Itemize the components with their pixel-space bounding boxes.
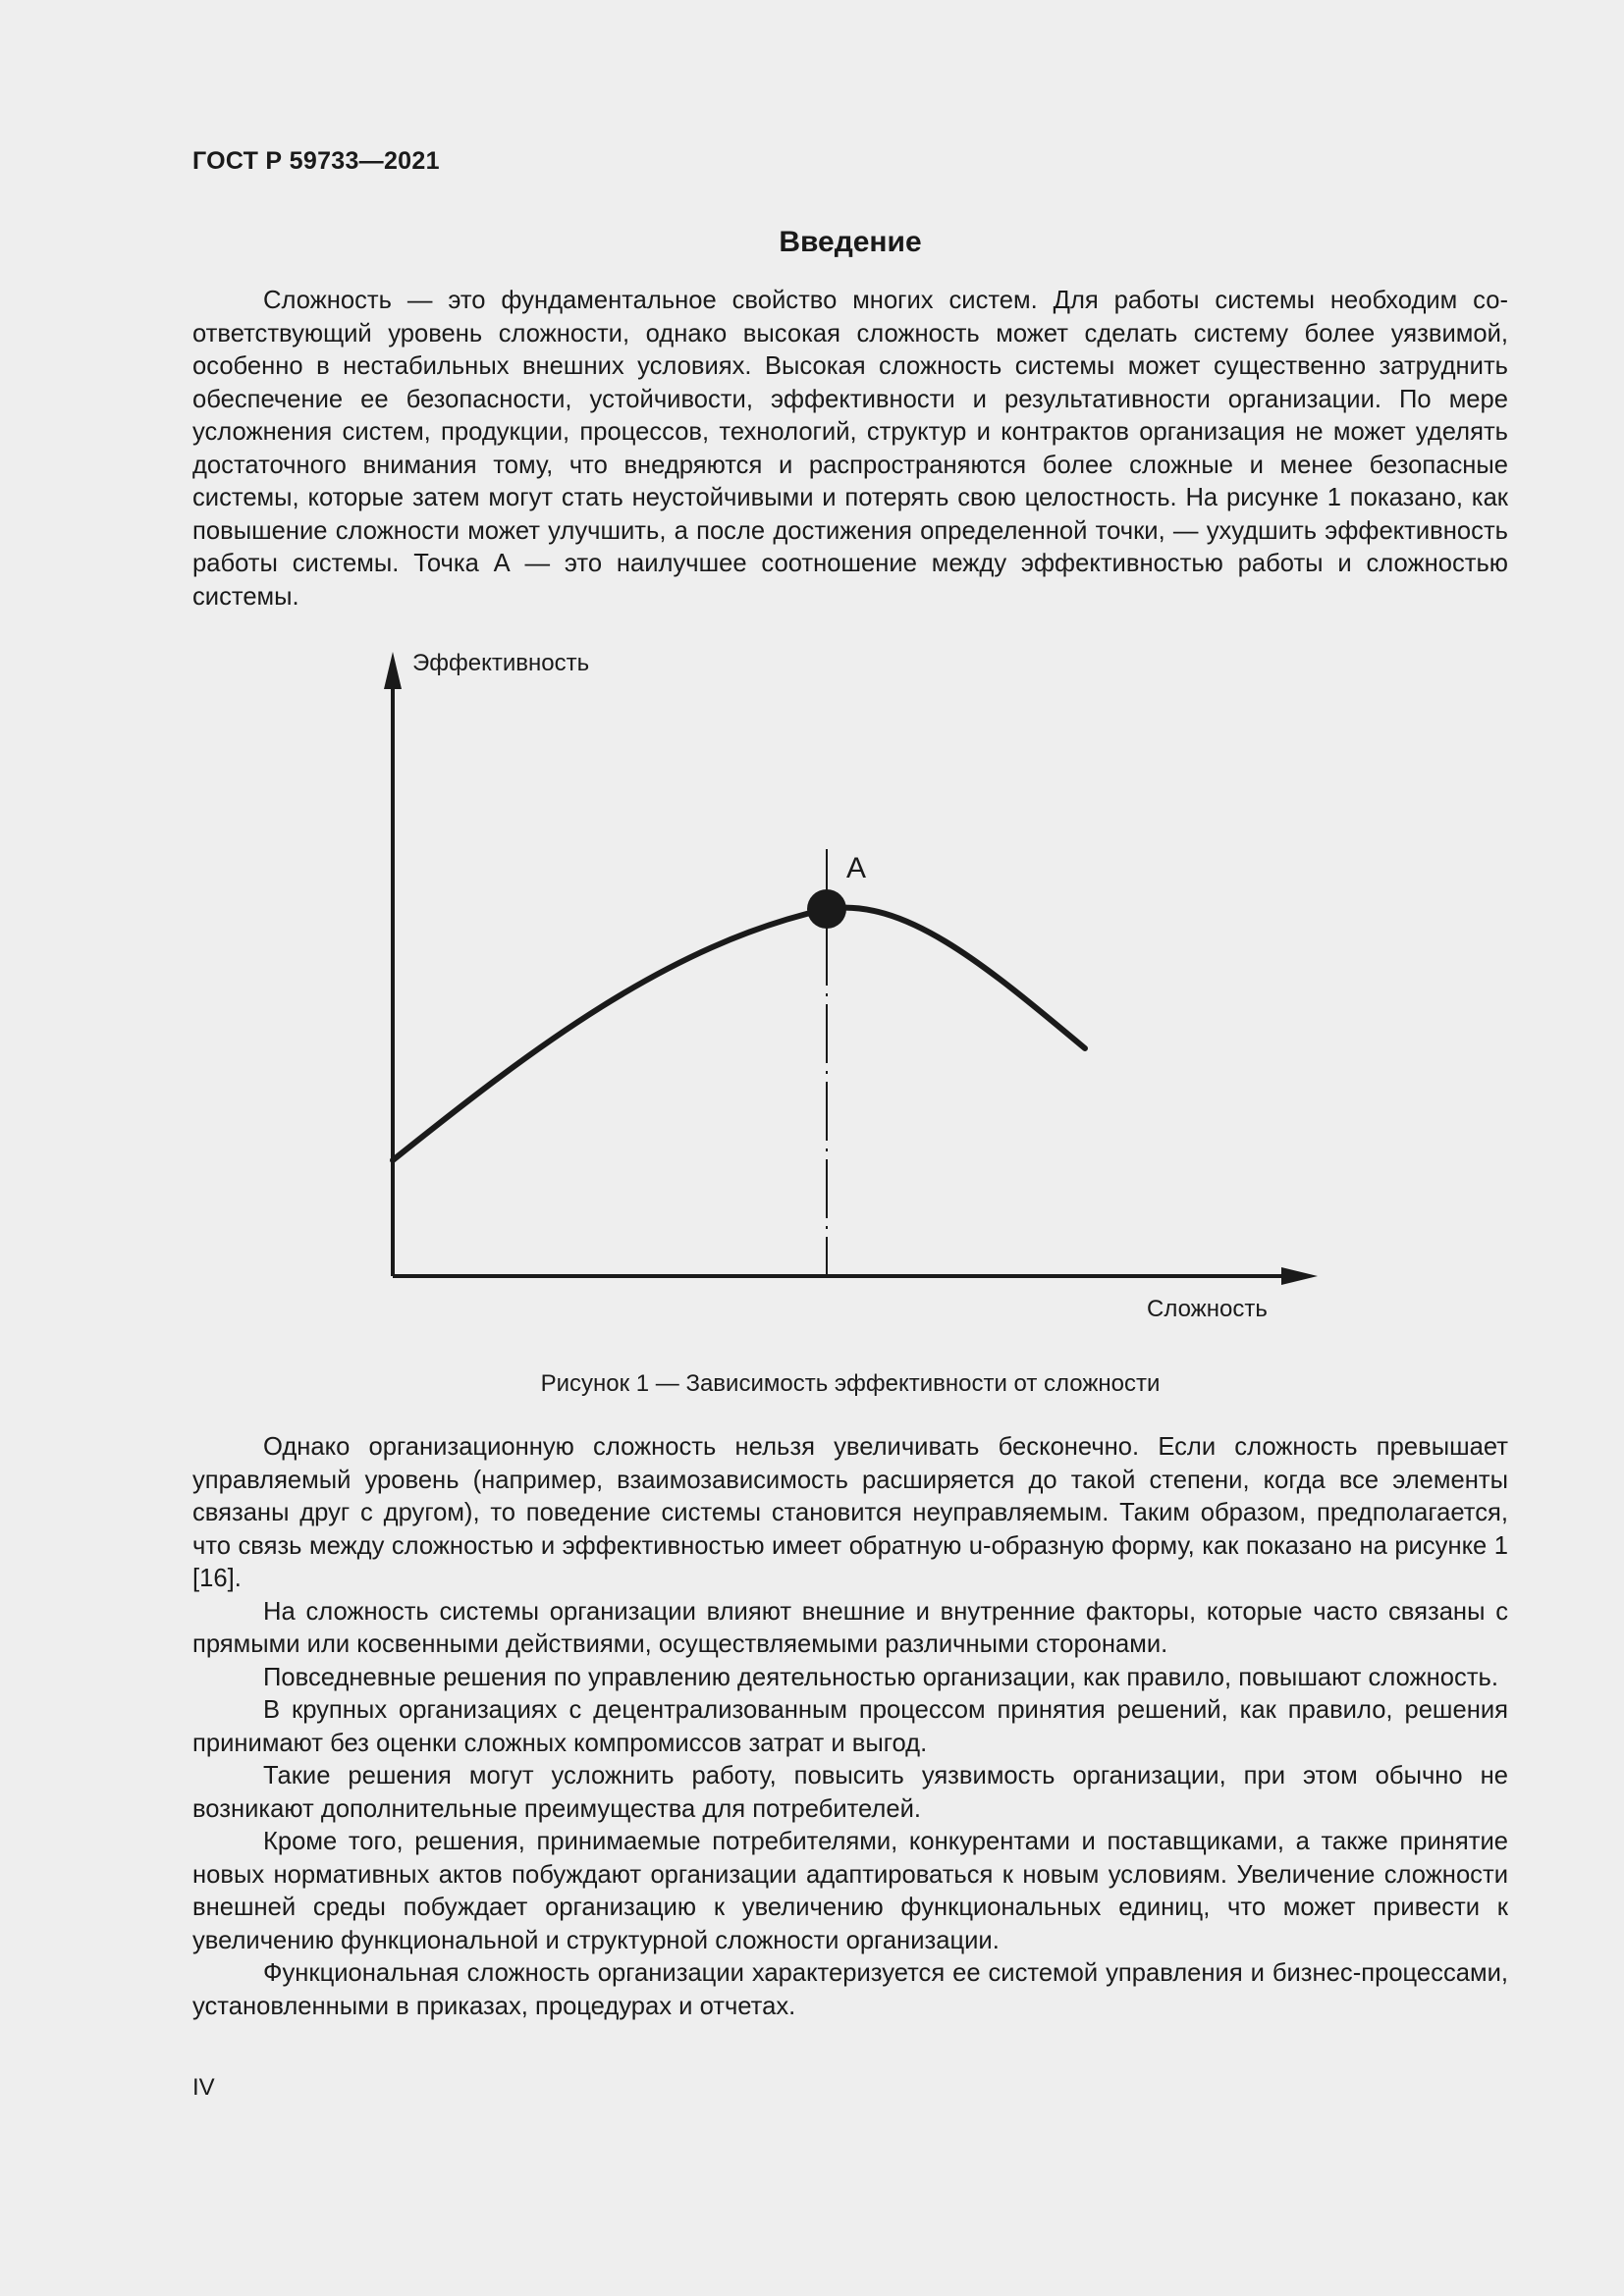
paragraph: Такие решения могут усложнить работу, повысить уязвимость организации, при этом обычно не возникают дополнительные преимущества для потребителей.	[192, 1762, 1508, 1823]
paragraph: Повседневные решения по управлению деятельностью организации, как правило, повышают сложность.	[263, 1663, 1498, 1691]
point-a-marker	[807, 889, 846, 929]
section-title: Введение	[779, 226, 922, 258]
y-axis-label: Эффективность	[412, 650, 590, 676]
point-a-label: А	[846, 852, 867, 884]
paragraph: Однако организационную сложность нельзя увеличивать бесконечно. Если сложность превышает управляемый уровень (например, взаимозависимость расширяется до такой степени, когда все элементы связаны друг с другом), то поведение системы становится неуправляемым. Таким образом, предполагается, что связь между сложностью и эффективностью имеет обратную u-образную форму, как показано на рисунке 1 [16].	[192, 1433, 1508, 1592]
paragraph: В крупных организациях с децентрализованным процессом принятия решений, как правило, решения принимают без оценки сложных компромиссов затрат и выгод.	[192, 1696, 1508, 1757]
body-text	[192, 1431, 1508, 2023]
paragraph: Кроме того, решения, принимаемые потребителями, конкурентами и поставщиками, а также принятие новых нормативных актов побуждают организации адаптироваться к новым условиям. Увеличение сложности внешней среды побуждает организацию к увеличению функциональных единиц, что может привести к увеличению функциональной и структурной сложности организации.	[192, 1828, 1508, 1954]
intro-paragraph: Сложность — это фундаментальное свойство многих систем. Для работы системы необходим соответствующий уровень сложности, однако высокая сложность может сделать систему более уязвимой, особенно в нестабильных внешних условиях. Высокая сложность системы может существенно затруднить обеспечение ее безопасности, устойчивости, эффективности и результативности организации. По мере усложнения систем, продукции, процессов, технологий, структур и контрактов организация не может уделять достаточного внимания тому, что внедряются и распространяются более сложные и менее безопасные системы, которые затем могут стать неустойчивыми и потерять свою целостность. На рисунке 1 показано, как повышение сложности может улучшить, а после достижения определенной точки, — ухудшить эффективность работы системы. Точка А — это наилучшее соотношение между эффективностью работы и сложностью системы.	[192, 287, 1508, 611]
paragraph: На сложность системы организации влияют внешние и внутренние факторы, которые часто связаны с прямыми или косвенными действиями, осуществляемыми различными сторонами.	[192, 1597, 1508, 1658]
paragraph: Функциональная сложность организации характеризуется ее системой управления и бизнес-процессами, установленными в приказах, процедурах и отчетах.	[192, 1959, 1508, 2020]
y-axis-arrow	[384, 652, 402, 689]
document-header: ГОСТ Р 59733—2021	[192, 147, 440, 175]
efficiency-curve	[393, 908, 1085, 1160]
efficiency-complexity-graph	[353, 638, 1335, 1345]
figure-caption: Рисунок 1 — Зависимость эффективности от сложности	[540, 1370, 1161, 1397]
figure-1	[353, 638, 1335, 1345]
x-axis-arrow	[1281, 1267, 1318, 1285]
page-number: IV	[192, 2074, 215, 2101]
x-axis-label: Сложность	[1147, 1296, 1268, 1322]
